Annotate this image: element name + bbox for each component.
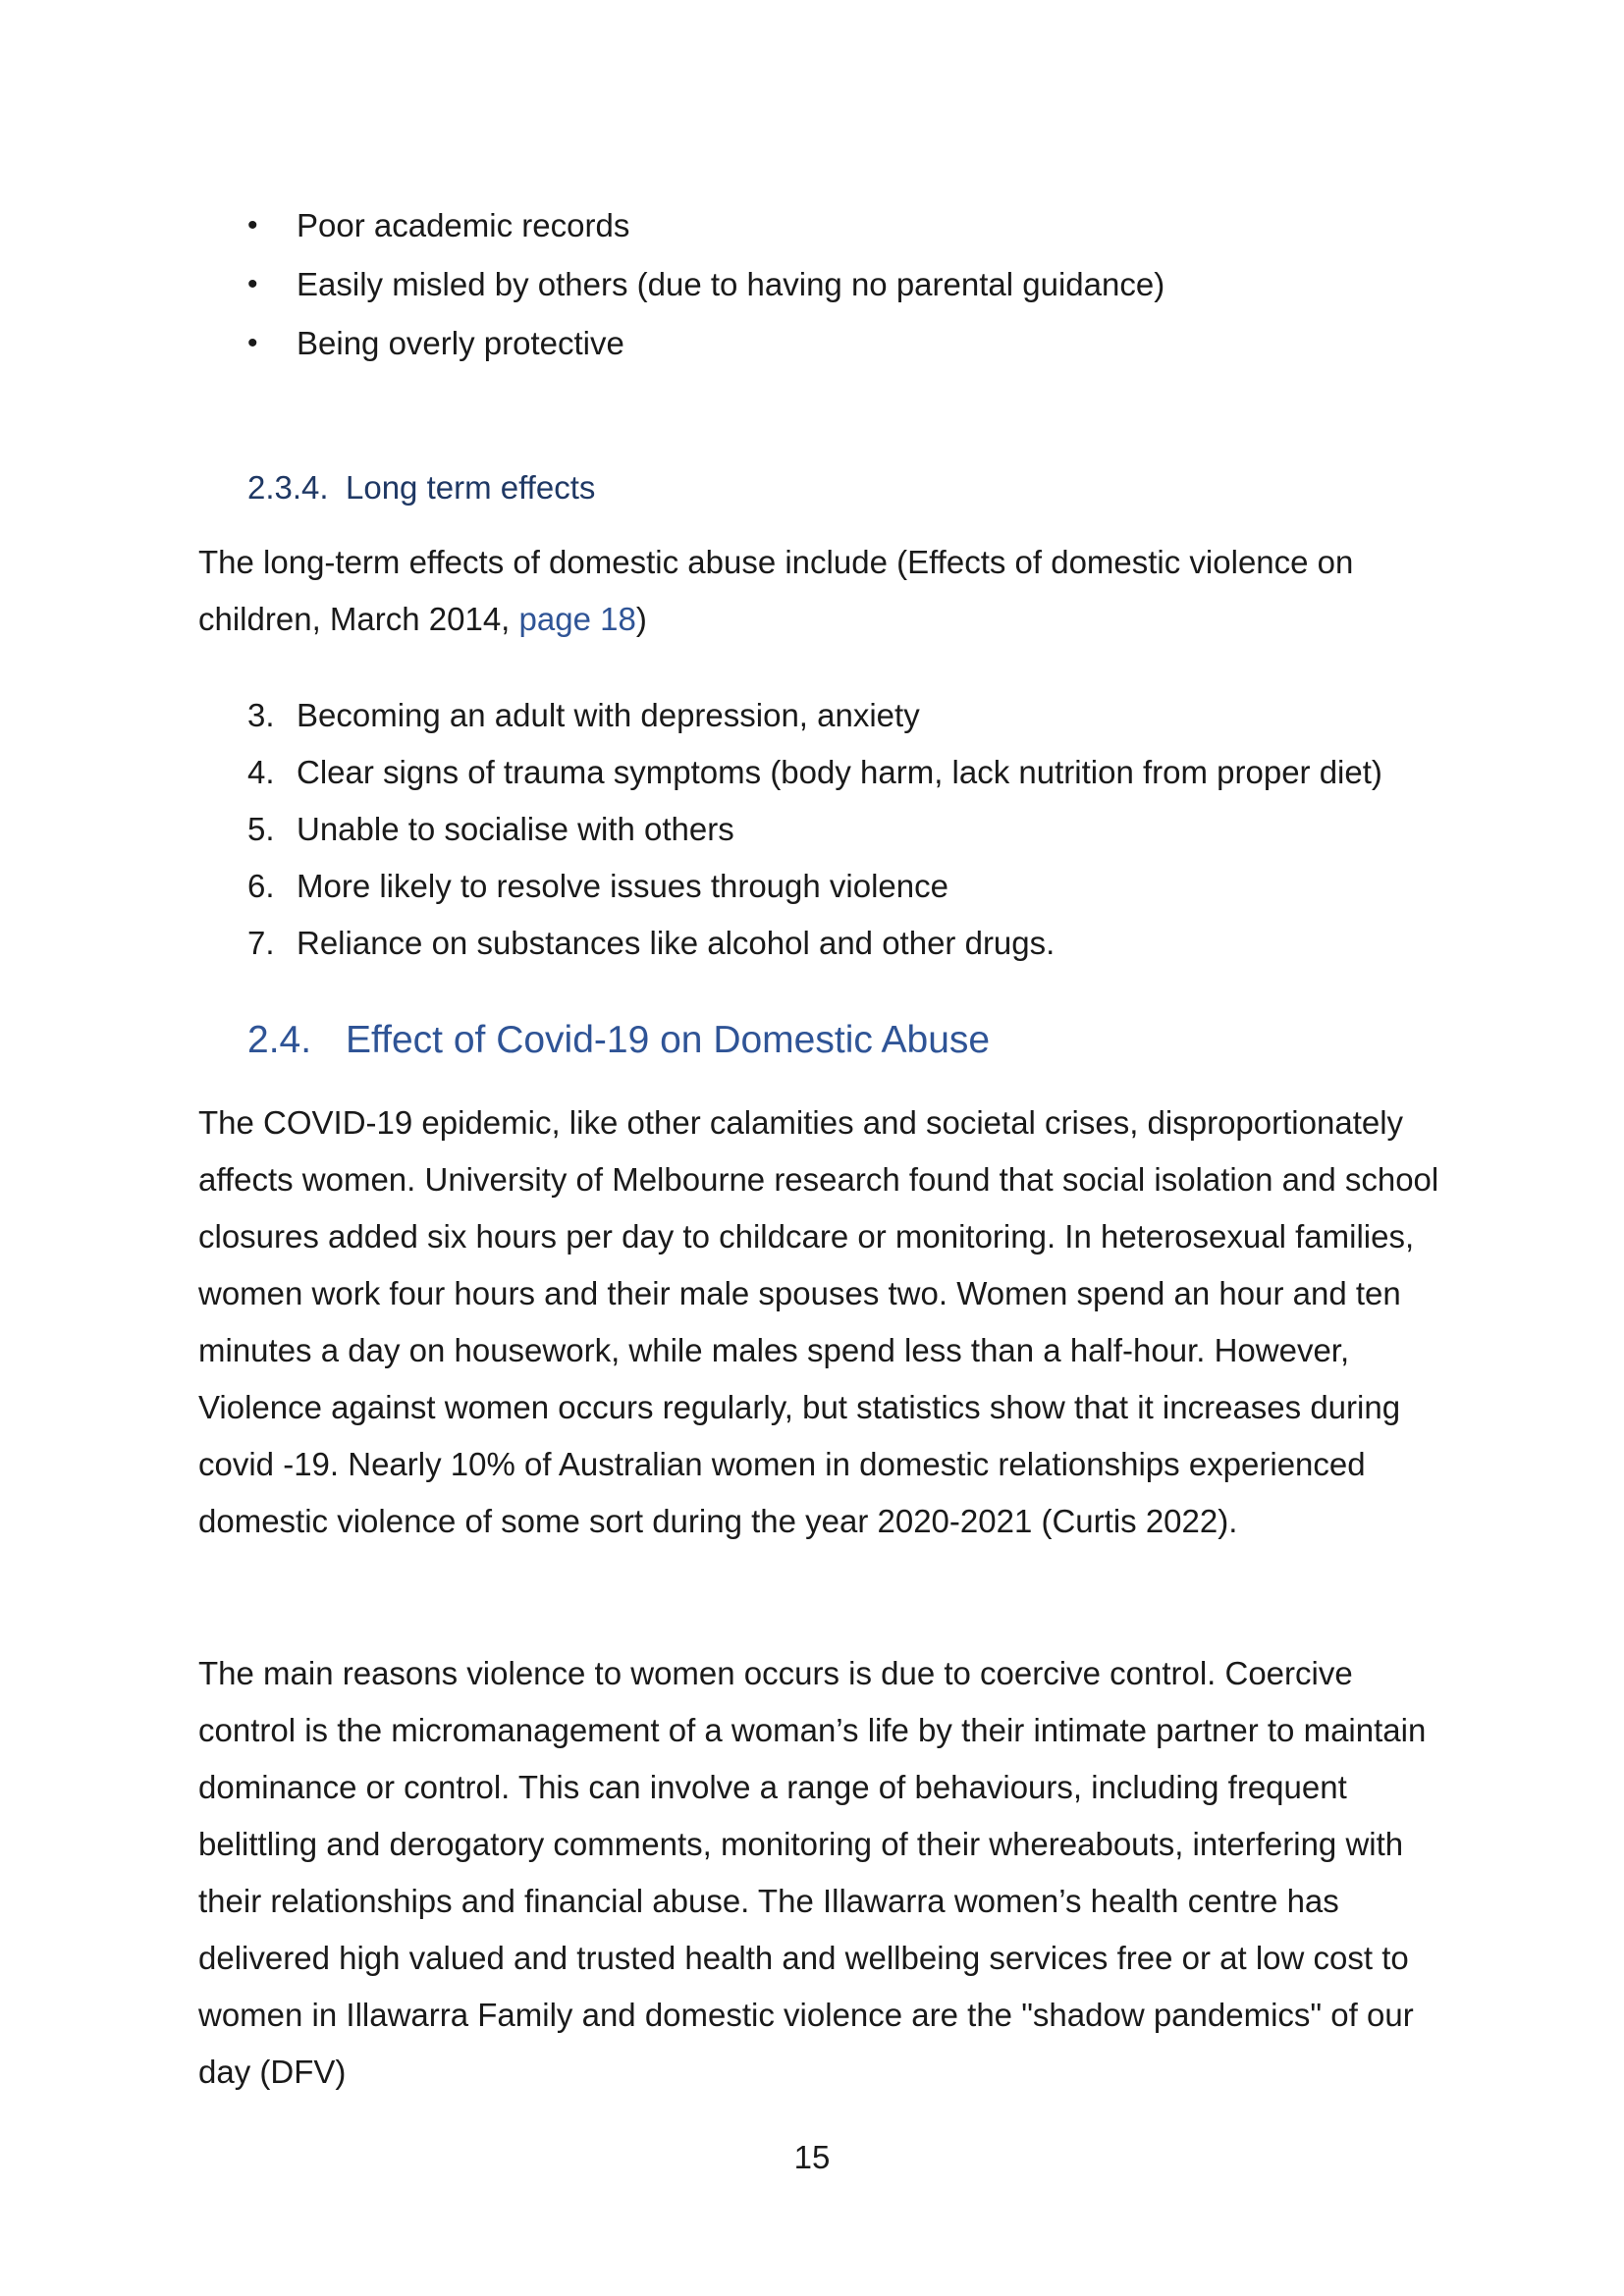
item-text: Reliance on substances like alcohol and other drugs. (297, 925, 1056, 961)
bullet-text: Poor academic records (297, 207, 630, 243)
intro-paragraph (198, 534, 1445, 648)
bullet-text: Easily misled by others (due to having no parental guidance) (297, 266, 1165, 302)
bullet-icon: • (247, 327, 258, 359)
numbered-list (247, 687, 1382, 972)
list-item (247, 687, 1382, 744)
item-text: Clear signs of trauma symptoms (body harm, lack nutrition from proper diet) (297, 754, 1382, 790)
item-number: 5. (247, 811, 275, 847)
list-item (247, 801, 1382, 858)
covid-paragraph: The COVID-19 epidemic, like other calamities and societal crises, disproportionately affects women. University of Melbourne research found that social isolation and school closures added six hours per day to childcare or monitoring. In heterosexual families, women work four hours and their male spouses two. Women spend an hour and ten minutes a day on housework, while males spend less than a half-hour. However, Violence against women occurs regularly, but statistics show that it increases during covid -19. Nearly 10% of Australian women in domestic relationships experienced domestic violence of some sort during the year 2020-2021 (Curtis 2022). (198, 1104, 1439, 1539)
page-number: 15 (793, 2139, 831, 2175)
item-number: 6. (247, 868, 275, 904)
item-number: 7. (247, 925, 275, 961)
item-number: 3. (247, 697, 275, 733)
item-text: More likely to resolve issues through violence (297, 868, 948, 904)
bullet-icon: • (247, 268, 258, 300)
section-heading-long-term-effects (247, 468, 595, 507)
item-text: Becoming an adult with depression, anxiety (297, 697, 920, 733)
section-heading-covid (247, 1016, 990, 1065)
section-title: Effect of Covid-19 on Domestic Abuse (346, 1019, 991, 1061)
bullet-text: Being overly protective (297, 325, 624, 361)
page-reference: page 18 (518, 601, 636, 637)
list-item (247, 744, 1382, 801)
coercive-control-paragraph: The main reasons violence to women occurs is due to coercive control. Coercive control is the micromanagement of a woman’s life by their intimate partner to maintain dominance or control. This can involve a range of behaviours, including frequent belittling and derogatory comments, monitoring of their whereabouts, interfering with their relationships and financial abuse. The Illawarra women’s health centre has delivered high valued and trusted health and wellbeing services free or at low cost to women in Illawarra Family and domestic violence are the "shadow pandemics" of our day (DFV) (198, 1655, 1427, 2090)
intro-text: The long-term effects of domestic abuse include (Effects of domestic violence on children, March 2014, (198, 544, 1354, 637)
list-item (247, 915, 1382, 972)
item-text: Unable to socialise with others (297, 811, 734, 847)
intro-close: ) (635, 601, 647, 637)
list-item (247, 314, 1164, 373)
section-title: Long term effects (346, 469, 596, 506)
item-number: 4. (247, 754, 275, 790)
list-item (247, 858, 1382, 915)
section-number: 2.3.4. (247, 469, 329, 506)
bullet-list (247, 196, 1164, 373)
list-item (247, 255, 1164, 314)
bullet-icon: • (247, 209, 258, 241)
section-number: 2.4. (247, 1019, 312, 1061)
list-item (247, 196, 1164, 255)
